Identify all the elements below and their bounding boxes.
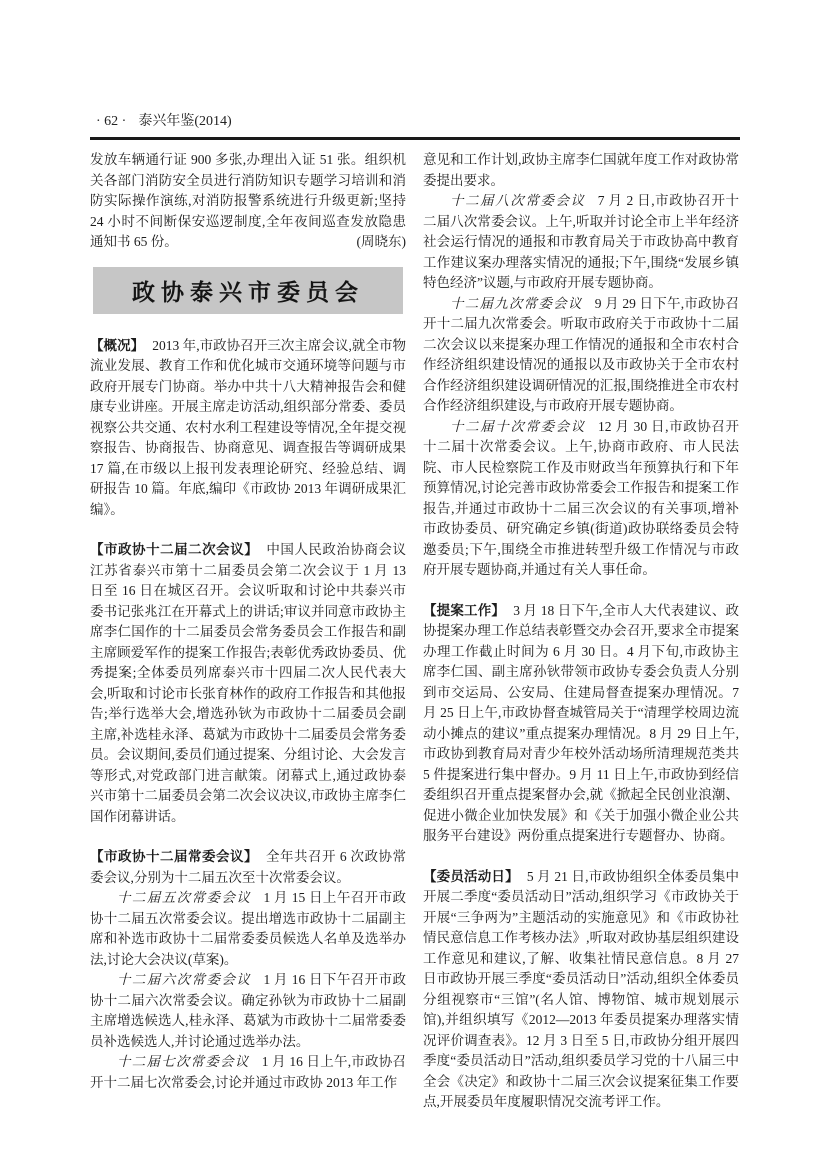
running-header (90, 110, 740, 130)
meeting-paragraph (423, 417, 739, 581)
meeting-text: 9 月 29 日下午,市政协召开十二届九次常委会。听取市政府关于市政协十二届二次会议以来提案办理工作情况的通报和全市农村合作经济组织建设情况的通报以及市政协关于全市农村合作经济组织建设调研情况的汇报,围绕推进全市农村合作经济组织建设,与市政府开展专题协商。 (423, 295, 740, 413)
meeting-text: 1 月 15 日上午召开市政协十二届五次常委会议。提出增选市政协十二届副主席和补选市政协十二届常委委员候选人名单及选举办法,讨论大会决议(草案)。 (90, 890, 407, 967)
meeting-title: 十二届五次常委会议 (117, 890, 252, 905)
continuation-paragraph (90, 150, 406, 253)
entry-overview (90, 336, 406, 521)
meeting-paragraph (90, 970, 406, 1052)
chapter-title: 政协泰兴市委员会 (132, 278, 364, 305)
meeting-text: 1 月 16 日下午召开市政协十二届六次常委会议。确定孙钬为市政协十二届副主席增选候选人,桂永泽、葛斌为市政协十二届常委委员补选候选人,并讨论通过选举办法。 (90, 972, 407, 1049)
paragraph-text: 意见和工作计划,政协主席李仁国就年度工作对政协常委提出要求。 (423, 152, 739, 188)
entry-member-activity-day (423, 867, 739, 1113)
entry-head: 【市政协十二届二次会议】 (90, 542, 259, 557)
meeting-title: 十二届九次常委会议 (450, 295, 583, 311)
entry-text: 2013 年,市政协召开三次主席会议,就全市物流业发展、教育工作和优化城市交通环境等问题与市政府开展专门协商。举办中共十八大精神报告会和健康专业讲座。开展主席走访活动,组织部分常委、委员视察公共交通、农村水利工程建设等情况,全年提交视察报告、协商报告、协商意见、调查报告等调研成果 17 篇,在市级以上报刊发表理论研究、经验总结、调研报告 10 篇。年底,编印《市政协 2013 年调研成果汇编》。 (90, 337, 407, 517)
page-number: · 62 · (96, 114, 127, 129)
entry-text: 中国人民政治协商会议江苏省泰兴市第十二届委员会第二次会议于 1 月 13 日至 16 日在城区召开。会议听取和讨论中共泰兴市委书记张兆江在开幕式上的讲话;审议并同意市政协主席李仁国作的十二届委员会常务委员会工作报告和副主席顾爱军作的提案工作报告;表彰优秀政协委员、优秀提案;全体委员列席泰兴市十四届二次人民代表大会,听取和讨论市长张育林作的政府工作报告和其他报告;举行选举大会,增选孙钬为市政协十二届委员会副主席,补选桂永泽、葛斌为市政协十二届委员会常务委员。会议期间,委员们通过提案、分组讨论、大会发言等形式,对党政部门进言献策。闭幕式上,通过政协泰兴市第十二届委员会第二次会议决议,市政协主席李仁国作闭幕讲话。 (90, 542, 407, 824)
entry-text: 5 月 21 日,市政协组织全体委员集中开展二季度“委员活动日”活动,组织学习《市政协关于开展“三争两为”主题活动的实施意见》和《市政协社情民意信息工作考核办法》,听取对政协基层组织建设工作意见和建议,了解、收集社情民意信息。8 月 27 日市政协开展三季度“委员活动日”活动,组织全体委员分组视察市“三馆”(名人馆、博物馆、城市规划展示馆),并组织填写《2012—2013 年委员提案办理落实情况评价调查表》。12 月 3 日至 5 日,市政协分组开展四季度“委员活动日”活动,组织委员学习党的十八届三中全会《决定》和政协十二届三次会议提案征集工作要点,开展委员年度履职情况交流考评工作。 (423, 868, 740, 1109)
paragraph-text: 发放车辆通行证 900 多张,办理出入证 51 张。组织机关各部门消防安全员进行消防知识专题学习培训和消防实际操作演练,对消防报警系统进行升级更新;坚持 24 小时不间断保安巡逻制度,全年夜间巡查发放隐患通知书 65 份。 (90, 152, 406, 249)
meeting-text: 12 月 30 日,市政协召开十二届十次常委会议。上午,协商市政府、市人民法院、市人民检察院工作及市财政当年预算执行和下年预算情况,讨论完善市政协常委会工作报告和提案工作报告,并通过市政协十二届三次会议的有关事项,增补市政协委员、研究确定乡镇(街道)政协联络委员会特邀委员;下午,围绕全市推进转型升级工作情况与市政府开展专题协商,并通过有关人事任命。 (423, 418, 740, 577)
meeting-paragraph (90, 888, 406, 970)
entry-proposal-work (423, 601, 739, 847)
entry-head: 【概况】 (90, 337, 145, 353)
page-content (90, 110, 740, 1113)
meeting-title: 十二届八次常委会议 (450, 193, 586, 208)
header-rule (90, 137, 740, 140)
entry-head: 【提案工作】 (423, 602, 506, 618)
entry-head: 【市政协十二届常委会议】 (90, 849, 258, 864)
book-title: 泰兴年鉴(2014) (138, 114, 232, 129)
meeting-title: 十二届十次常委会议 (450, 418, 586, 434)
author-credit: (周晓东) (356, 234, 406, 249)
left-column (90, 150, 406, 1113)
entry-text: 全年共召开 6 次政协常委会议,分别为十二届五次至十次常委会议。 (90, 849, 407, 885)
meeting-title: 十二届六次常委会议 (117, 972, 252, 987)
meeting-paragraph (423, 191, 739, 294)
entry-plenary-session (90, 540, 406, 827)
meeting-text: 7 月 2 日,市政协召开十二届八次常委会议。上午,听取并讨论全市上半年经济社会运行情况的通报和市教育局关于市政协高中教育工作建议案办理落实情况的通报;下午,围绕“发展乡镇特色经济”议题,与市政府开展专题协商。 (423, 193, 740, 290)
meeting-paragraph (423, 294, 739, 417)
meeting-paragraph (90, 1052, 406, 1093)
meeting-title: 十二届七次常委会议 (117, 1054, 250, 1069)
entry-text: 3 月 18 日下午,全市人大代表建议、政协提案办理工作总结表彰暨交办会召开,要求全市提案办理工作截止时间为 6 月 30 日。4 月下旬,市政协主席李仁国、副主席孙钬带领市政协专委会负责人分别到市交运局、公安局、住建局督查提案办理情况。7 月 25 日上午,市政协督查城管局关于“清理学校周边流动小摊点的建议”重点提案办理情况。8 月 29 日上午,市政协到教育局对青少年校外活动场所清理规范类共 5 件提案进行集中督办。9 月 11 日上午,市政协到经信委组织召开重点提案督办会,就《掀起全民创业浪潮、促进小微企业加快发展》和《关于加强小微企业公共服务平台建设》两份重点提案进行专题督办、协商。 (423, 602, 740, 843)
right-column (423, 150, 739, 1113)
chapter-title-box (93, 267, 403, 314)
two-column-body (90, 150, 740, 1113)
meeting-text: 1 月 16 日上午,市政协召开十二届七次常委会,讨论并通过市政协 2013 年工作 (90, 1054, 407, 1090)
entry-head: 【委员活动日】 (423, 868, 519, 884)
continuation-paragraph (423, 150, 739, 191)
entry-standing-committee (90, 847, 406, 888)
